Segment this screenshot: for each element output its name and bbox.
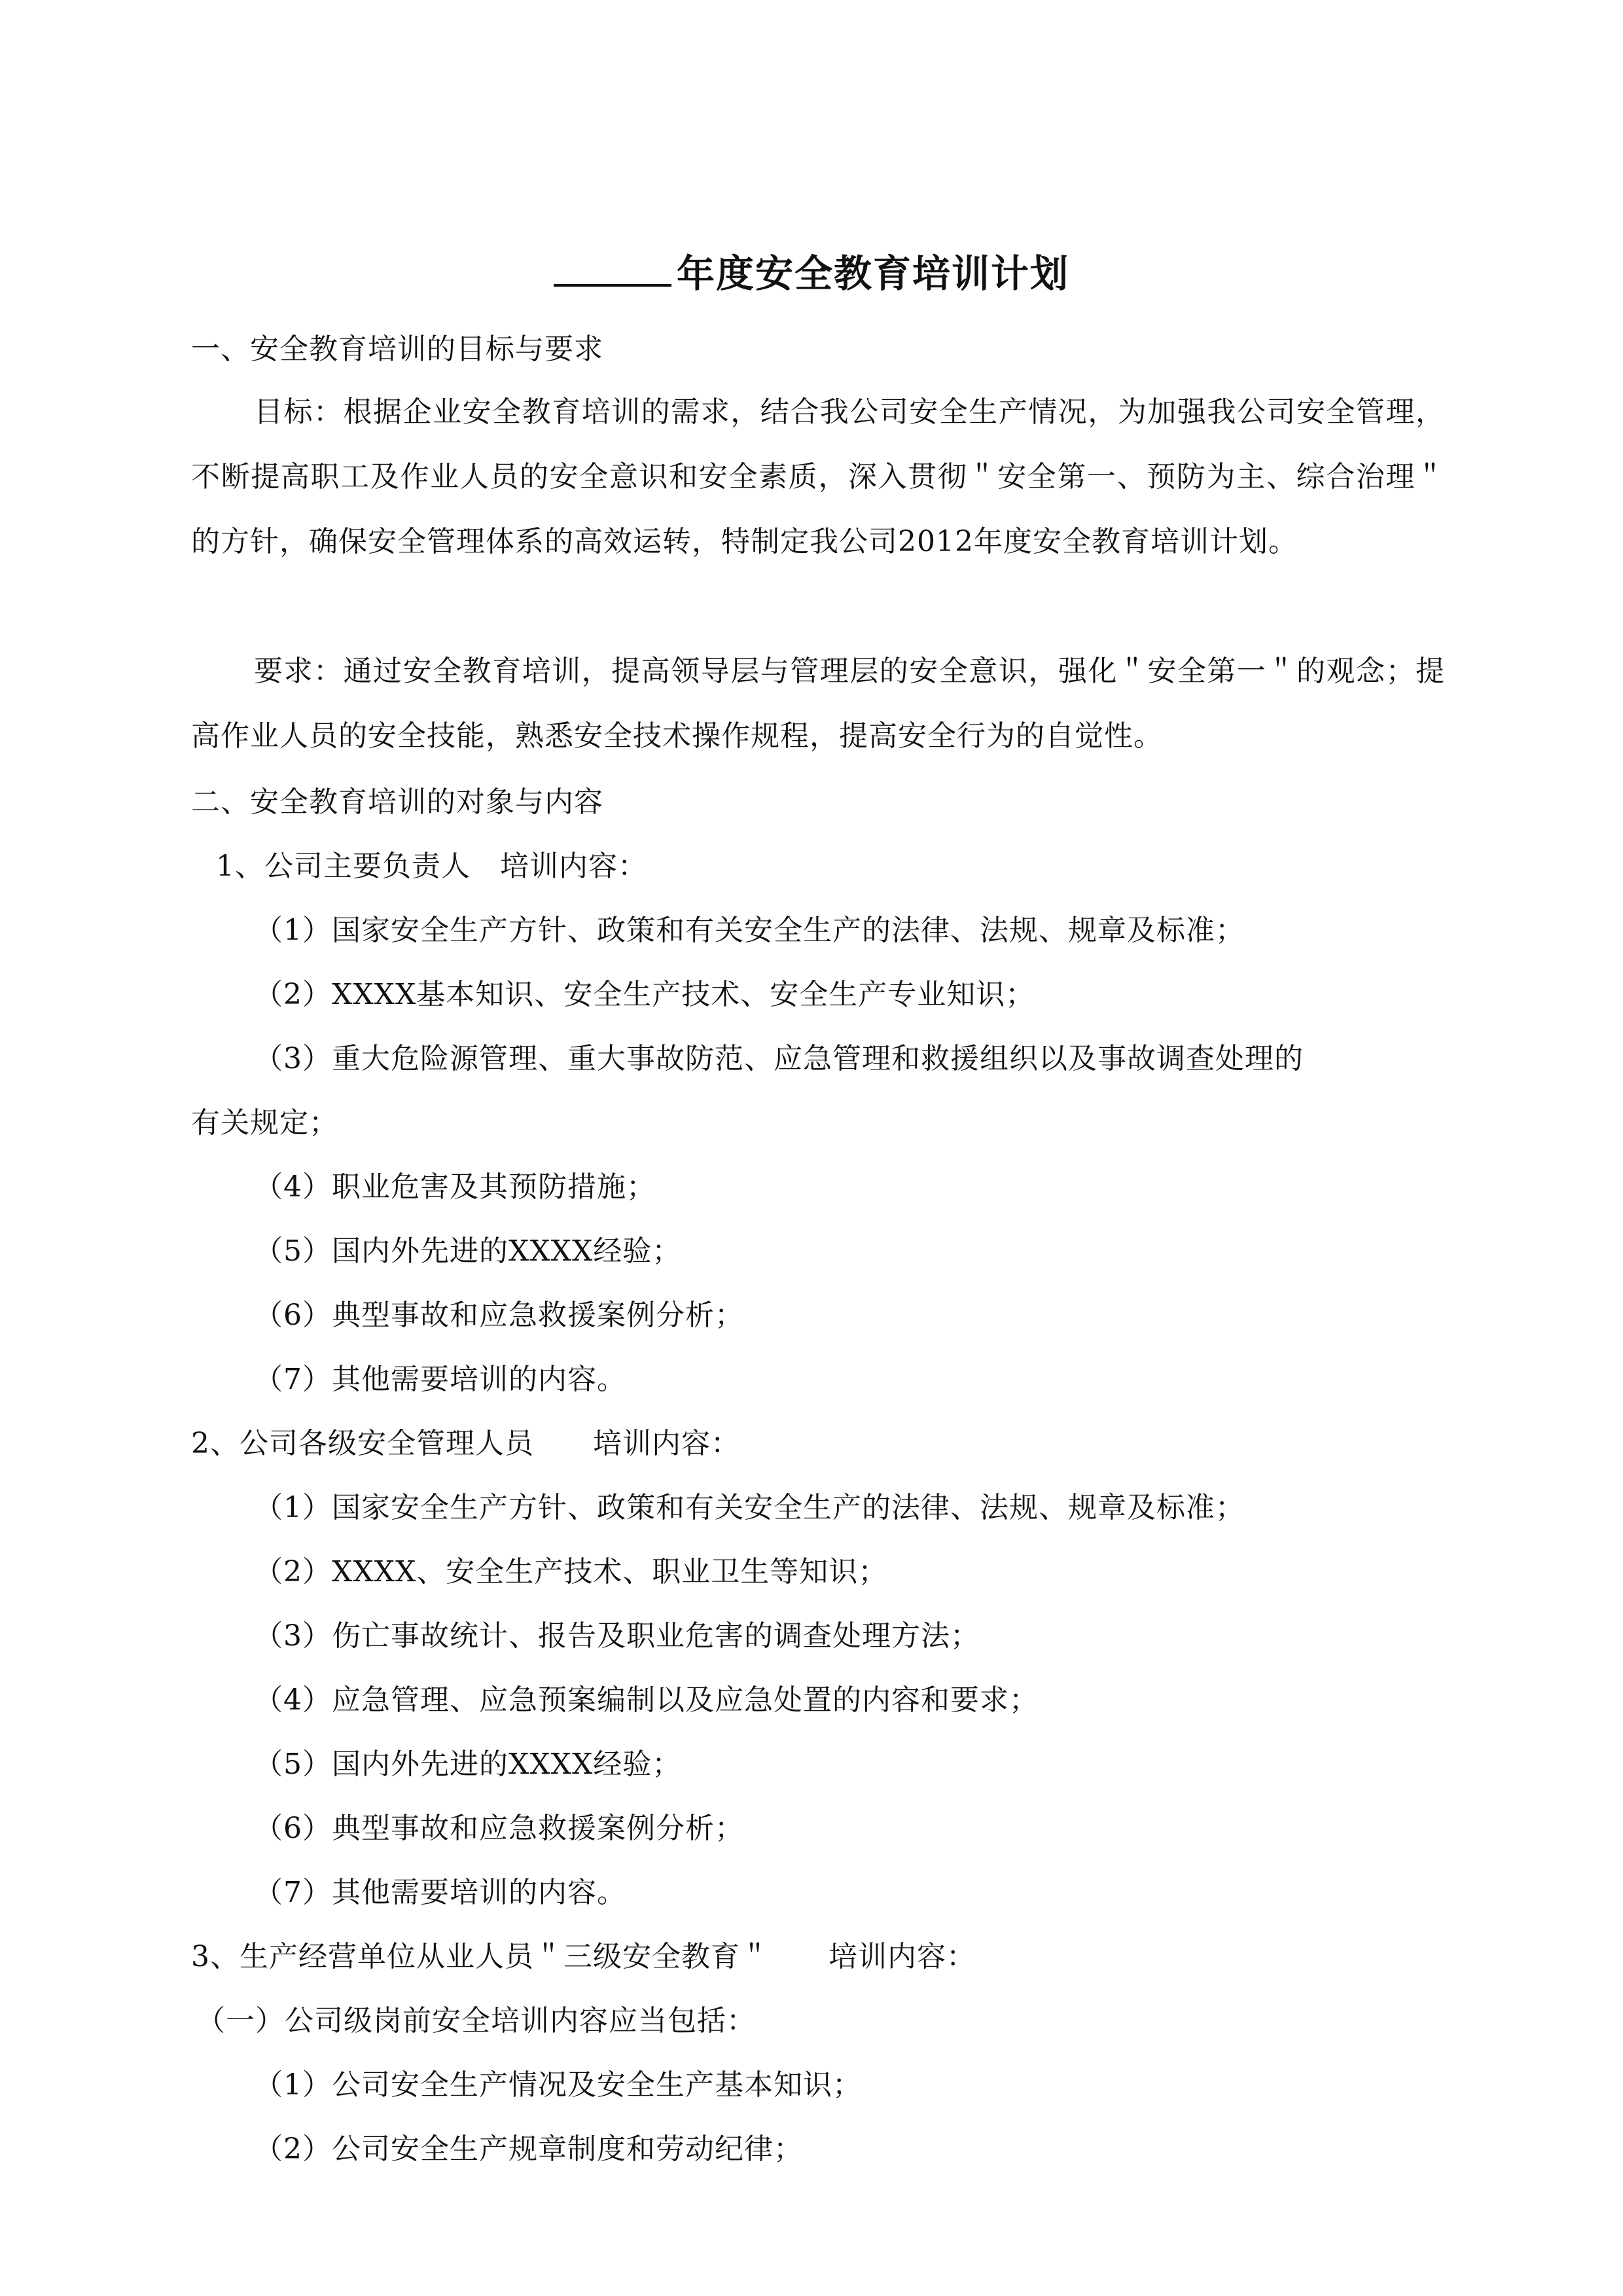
requirement-paragraph: 要求：通过安全教育培训，提高领导层与管理层的安全意识，强化＂安全第一＂的观念；提高作业人员的安全技能，熟悉安全技术操作规程，提高安全行为的自觉性。 (191, 655, 1445, 753)
title-text: 年度安全教育培训计划 (676, 251, 1069, 296)
list-item: （3）伤亡事故统计、报告及职业危害的调查处理方法； (254, 1619, 980, 1653)
group-heading-3: 3、生产经营单位从业人员＂三级安全教育＂ 培训内容： (191, 1940, 976, 1973)
group-heading-2: 2、公司各级安全管理人员 培训内容： (191, 1427, 740, 1460)
list-item: （1）国家安全生产方针、政策和有关安全生产的法律、法规、规章及标准； (254, 1491, 1245, 1524)
page-title (0, 243, 1623, 303)
year-blank (554, 243, 671, 287)
list-item-continuation: 有关规定； (191, 1106, 338, 1139)
section-heading-1: 一、安全教育培训的目标与要求 (191, 332, 603, 366)
list-item: （3）重大危险源管理、重大事故防范、应急管理和救援组织以及事故调查处理的 (254, 1042, 1304, 1075)
group-subheading-3: （一）公司级岗前安全培训内容应当包括： (196, 2004, 756, 2037)
list-item: （2）XXXX、安全生产技术、职业卫生等知识； (254, 1555, 888, 1588)
list-item: （4）职业危害及其预防措施； (254, 1170, 656, 1204)
list-item: （5）国内外先进的XXXX经验； (254, 1234, 682, 1268)
list-item: （1）公司安全生产情况及安全生产基本知识； (254, 2068, 862, 2102)
list-item: （7）其他需要培训的内容。 (254, 1363, 626, 1396)
list-item: （7）其他需要培训的内容。 (254, 1876, 626, 1909)
list-item: （6）典型事故和应急救援案例分析； (254, 1299, 744, 1332)
list-item: （1）国家安全生产方针、政策和有关安全生产的法律、法规、规章及标准； (254, 914, 1245, 947)
list-item: （2）XXXX基本知识、安全生产技术、安全生产专业知识； (254, 978, 1035, 1011)
group-heading-1: 1、公司主要负责人 培训内容： (216, 850, 647, 883)
list-item: （4）应急管理、应急预案编制以及应急处置的内容和要求； (254, 1683, 1039, 1717)
section-heading-2: 二、安全教育培训的对象与内容 (191, 785, 603, 819)
goal-paragraph: 目标：根据企业安全教育培训的需求，结合我公司安全生产情况，为加强我公司安全管理，不断提高职工及作业人员的安全意识和安全素质，深入贯彻＂安全第一、预防为主、综合治理＂的方针，确保安全管理体系的高效运转，特制定我公司2012年度安全教育培训计划。 (191, 395, 1445, 558)
list-item: （5）国内外先进的XXXX经验； (254, 1748, 682, 1781)
list-item: （6）典型事故和应急救援案例分析； (254, 1812, 744, 1845)
list-item: （2）公司安全生产规章制度和劳动纪律； (254, 2132, 803, 2166)
